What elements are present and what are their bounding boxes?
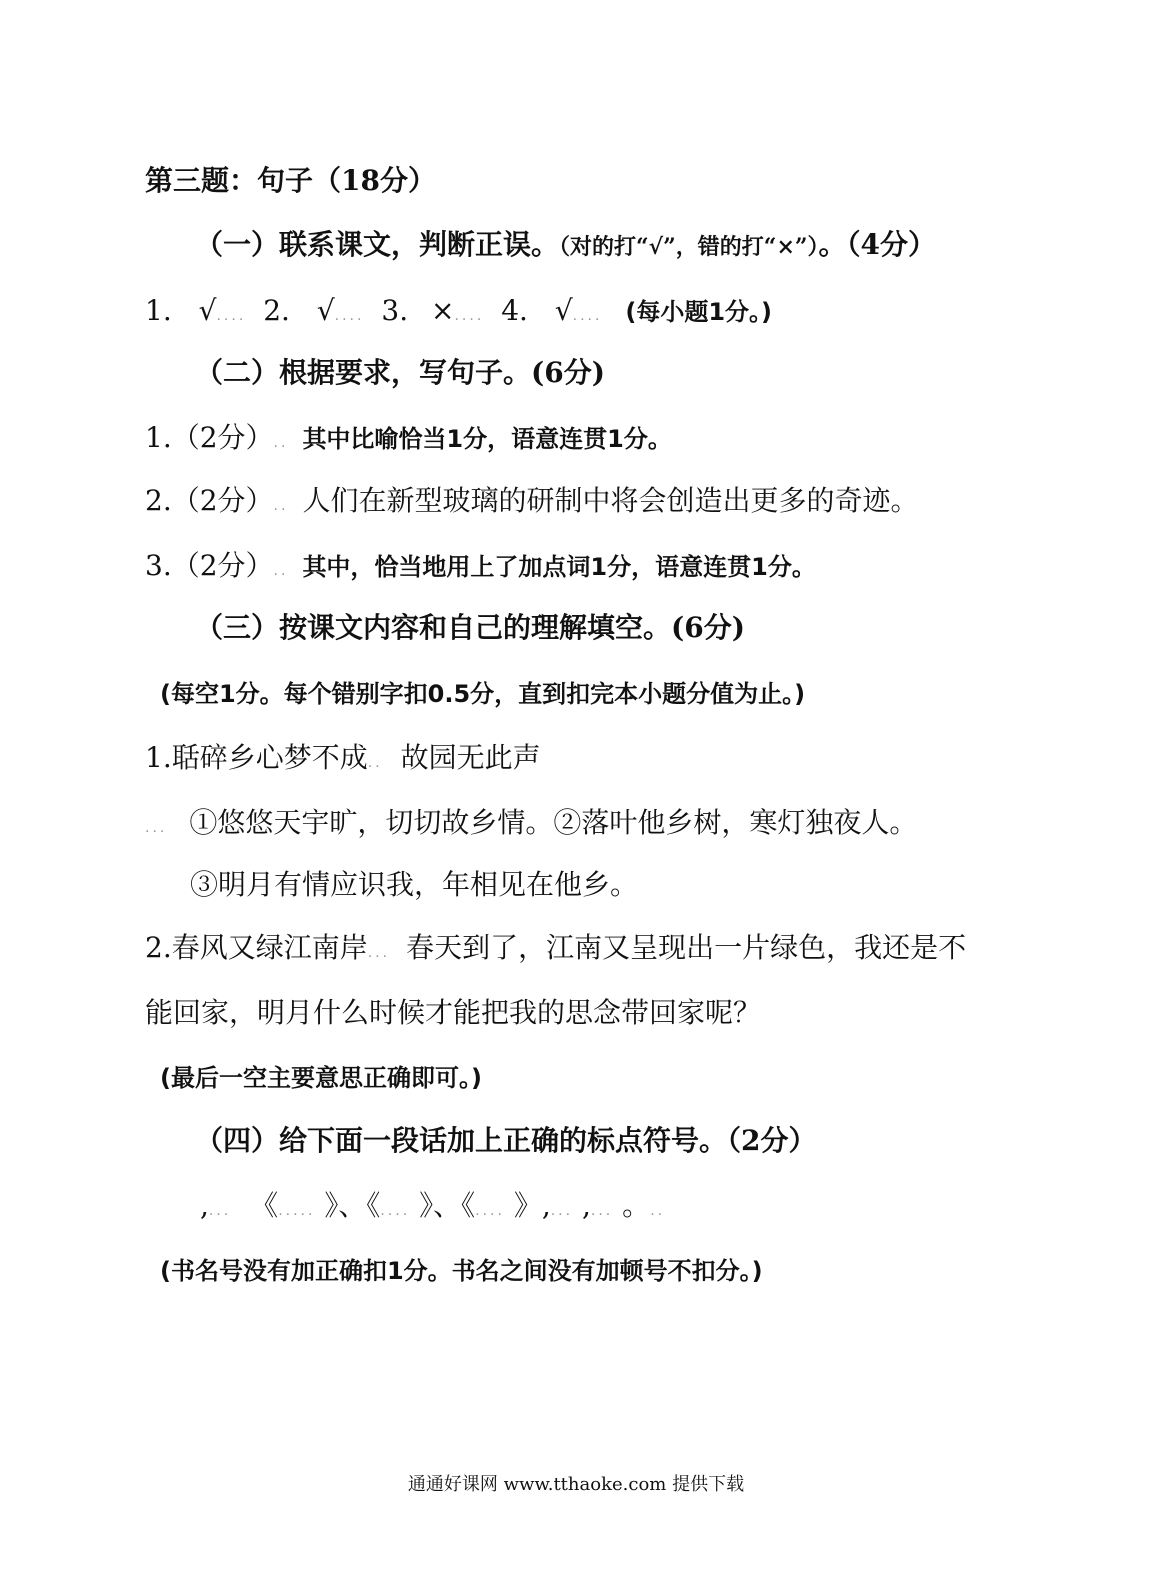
part-4-title <box>195 1123 817 1159</box>
punct-book-3: 》、《 <box>419 1189 476 1222</box>
part-3-q1-answer-a: 1.聒碎乡心梦不成 <box>145 741 368 774</box>
part-3-q2-line2 <box>145 995 761 1031</box>
part-4-note <box>160 1253 763 1289</box>
part-2-item-1-label: 1.（2分） <box>145 421 274 454</box>
part-3-title <box>195 610 745 646</box>
part-3-title-text: （三）按课文内容和自己的理解填空。(6分) <box>195 611 745 644</box>
part-4-punctuation: ,... 《..... 》、《.... 》、《.... 》,... ,... 。.. <box>200 1189 666 1222</box>
footer <box>0 1470 1152 1496</box>
punct-period: 。 <box>622 1189 651 1222</box>
part-1-title-text: （一）联系课文，判断正误。 <box>195 228 560 261</box>
part-3-note-2 <box>160 1060 482 1096</box>
part-2-item-2: 2.（2分）.. 人们在新型玻璃的研制中将会创造出更多的奇迹。 <box>145 484 919 517</box>
answer-4-mark: √ <box>554 294 573 327</box>
part-1-score: 。（4分） <box>818 228 937 261</box>
part-3-note-text: (每空1分。每个错别字扣0.5分，直到扣完本小题分值为止。) <box>160 680 806 708</box>
answer-2-number: 2. <box>263 294 290 327</box>
part-3-q2-answer-c: 能回家，明月什么时候才能把我的思念带回家呢？ <box>145 996 762 1029</box>
part-2-item-2-label: 2.（2分） <box>145 484 274 517</box>
part-3-q1-answer-b: 故园无此声 <box>400 741 541 774</box>
part-1-note: (每小题1分。) <box>625 298 773 326</box>
answer-4-number: 4. <box>501 294 528 327</box>
part-1-title <box>195 227 936 265</box>
part-2-item-3-label: 3.（2分） <box>145 549 274 582</box>
punct-book-open-1: 《 <box>250 1189 279 1222</box>
part-3-q1-answer-d: ③明月有情应识我，年相见在他乡。 <box>190 868 639 901</box>
part-1-answers: 1. √.... 2. √.... 3. ×.... 4. √.... (每小题1分。) <box>145 294 773 327</box>
part-2-title-text: （二）根据要求，写句子。(6分) <box>195 356 605 389</box>
part-2-item-3: 3.（2分）.. 其中，恰当地用上了加点词1分，语意连贯1分。 <box>145 549 816 582</box>
footer-text: 通通好课网 www.tthaoke.com 提供下载 <box>407 1474 745 1495</box>
part-3-q2: 2.春风又绿江南岸... 春天到了，江南又呈现出一片绿色，我还是不 <box>145 931 967 964</box>
answer-1-mark: √ <box>198 294 217 327</box>
part-3-note-2-text: (最后一空主要意思正确即可。) <box>160 1064 482 1092</box>
part-3-q1-answer-c: ①悠悠天宇旷，切切故乡情。②落叶他乡树，寒灯独夜人。 <box>189 806 918 839</box>
part-1-instruction: （对的打“√”，错的打“×”） <box>559 234 819 260</box>
part-2-item-1: 1.（2分）.. 其中比喻恰当1分，语意连贯1分。 <box>145 421 672 454</box>
part-2-item-2-text: 人们在新型玻璃的研制中将会创造出更多的奇迹。 <box>302 484 919 517</box>
punct-book-close: 》, <box>513 1189 551 1222</box>
part-3-q1-line2: ... ①悠悠天宇旷，切切故乡情。②落叶他乡树，寒灯独夜人。 <box>145 806 918 839</box>
part-3-note <box>160 676 805 712</box>
part-3-q1: 1.聒碎乡心梦不成.. 故园无此声 <box>145 741 541 774</box>
part-2-item-1-text: 其中比喻恰当1分，语意连贯1分。 <box>302 425 672 453</box>
part-3-q2-answer-b: 春天到了，江南又呈现出一片绿色，我还是不 <box>406 931 967 964</box>
answer-3-number: 3. <box>381 294 409 327</box>
part-4-note-text: (书名号没有加正确扣1分。书名之间没有加顿号不扣分。) <box>160 1257 763 1285</box>
part-2-title <box>195 355 605 391</box>
answer-3-mark: × <box>431 294 455 327</box>
part-3-q1-line3 <box>190 867 638 903</box>
part-2-item-3-text: 其中，恰当地用上了加点词1分，语意连贯1分。 <box>302 553 816 581</box>
part-4-title-text: （四）给下面一段话加上正确的标点符号。（2分） <box>195 1124 817 1157</box>
part-3-q2-answer-a: 2.春风又绿江南岸 <box>145 931 368 964</box>
punct-comma-2: , <box>582 1189 591 1222</box>
punct-comma-1: , <box>200 1189 209 1222</box>
answer-2-mark: √ <box>316 294 335 327</box>
section-heading <box>145 163 436 199</box>
answer-1-number: 1. <box>145 294 172 327</box>
section-heading-text: 第三题：句子（18分） <box>145 164 436 197</box>
punct-book-2: 》、《 <box>324 1189 381 1222</box>
